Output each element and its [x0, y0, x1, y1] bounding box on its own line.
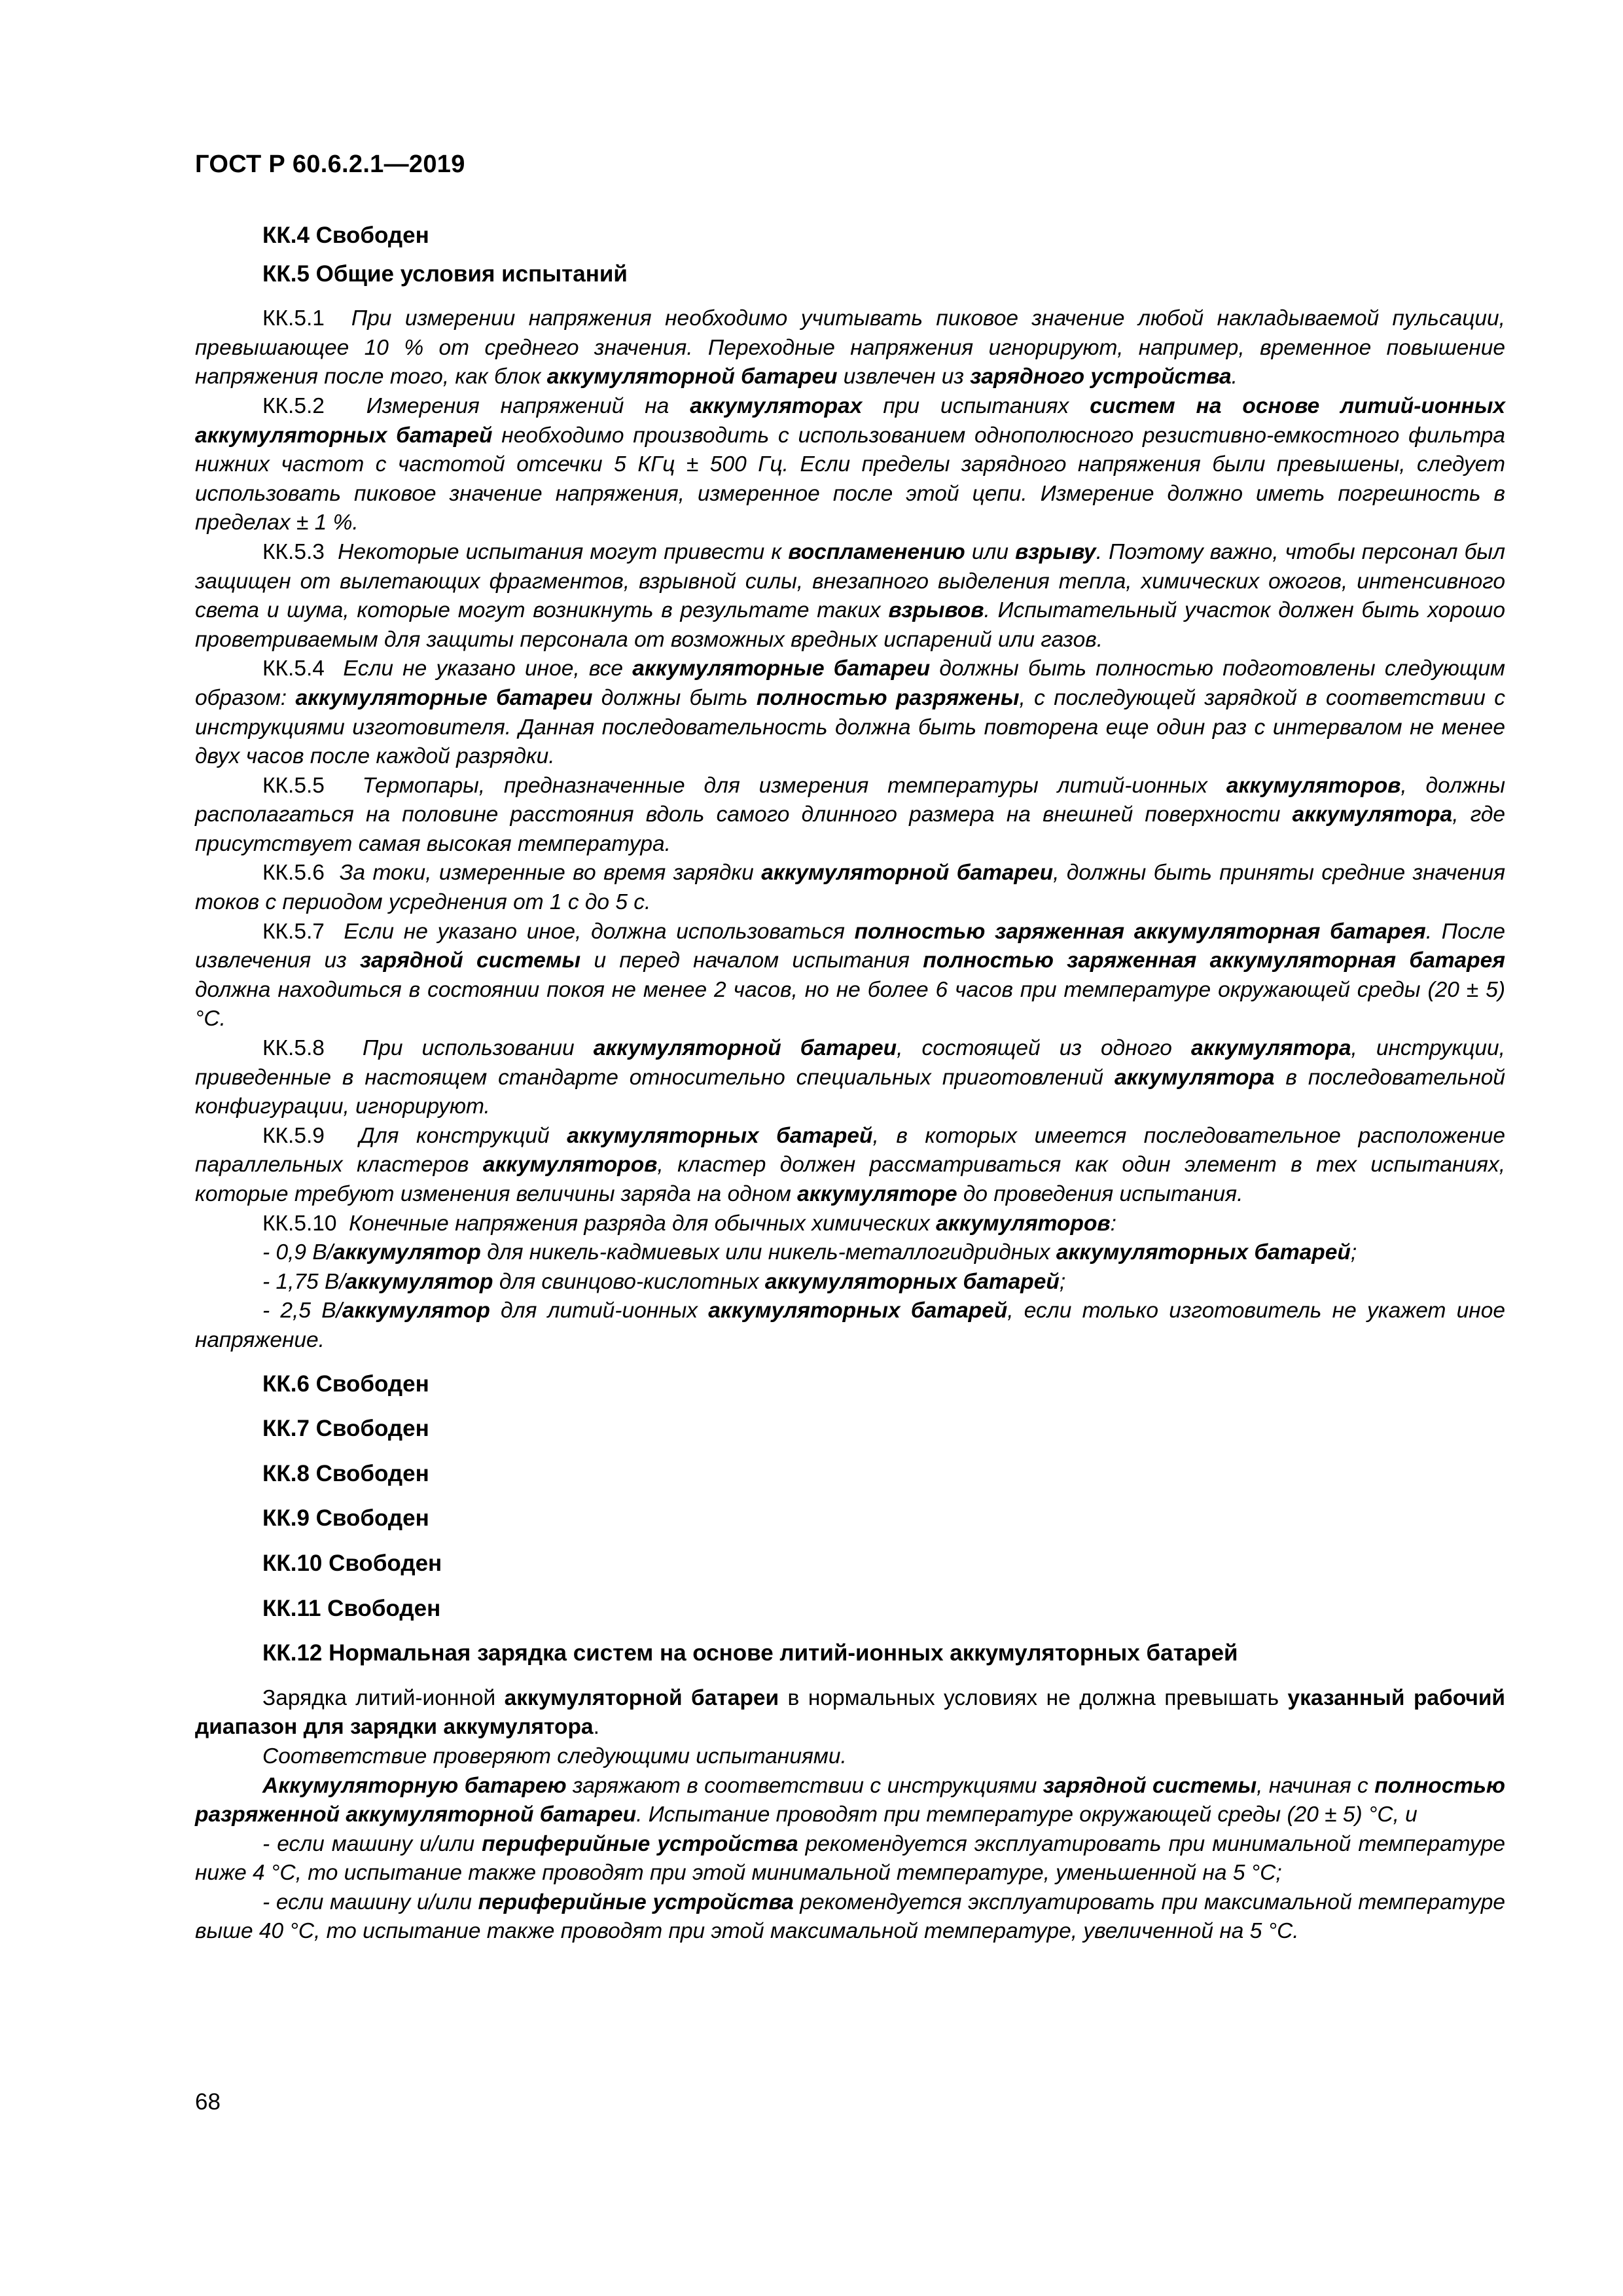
text: для свинцово-кислотных — [493, 1269, 765, 1294]
text: Конечные напряжения разряда для обычных химических — [349, 1211, 936, 1236]
term: аккумуляторные батареи — [632, 656, 931, 681]
heading-kk8: КК.8 Свободен — [262, 1460, 429, 1486]
clause-number: КК.5.8 — [262, 1036, 325, 1061]
term: периферийные устройства — [482, 1831, 798, 1856]
text: в последовательной конфигурации, игнорируют. — [195, 1065, 1505, 1119]
term: полностью заряженная аккумуляторная батарея — [923, 948, 1505, 973]
text: . Поэтому важно, чтобы персонал был защищен от вылетающих фрагментов, взрывной силы, внезапного выделения тепла, химических ожогов, интенсивного света и шума, которые могут возникнуть в результате таких — [195, 539, 1505, 623]
paragraph-kk5-7 — [195, 918, 1505, 1034]
paragraph-kk5-4 — [195, 655, 1505, 771]
text: - 2,5 В/ — [262, 1299, 342, 1323]
paragraph-kk5-1 — [195, 304, 1505, 392]
text: должны быть — [592, 685, 757, 710]
text: , кластер должен рассматриваться как один элемент в тех испытаниях, которые требуют изменения величины заряда на одном — [195, 1153, 1506, 1206]
term: аккумуляторной батареи — [546, 365, 838, 389]
term: взрывов — [888, 598, 984, 623]
paragraph-kk5-8 — [195, 1034, 1505, 1122]
heading-kk11: КК.11 Свободен — [262, 1595, 441, 1621]
heading-kk5: КК.5 Общие условия испытаний — [262, 260, 628, 287]
term: аккумуляторной батареи — [593, 1036, 897, 1061]
text: в нормальных условиях не должна превышать — [779, 1685, 1288, 1710]
term: систем на основе литий-ионных аккумуляторных батарей — [195, 393, 1505, 448]
list-item-voltage-lead-acid — [195, 1268, 1505, 1297]
text: , начиная с — [1257, 1773, 1375, 1798]
heading-kk10: КК.10 Свободен — [262, 1550, 442, 1576]
term: зарядного устройства — [970, 365, 1232, 389]
term: зарядной системы — [1043, 1773, 1257, 1798]
term: взрыву — [1015, 539, 1096, 564]
text: При использовании — [362, 1036, 594, 1061]
text: при испытаниях — [862, 393, 1090, 418]
text: При измерении напряжения необходимо учитывать пиковое значение любой накладываемой пульсации, превышающее 10 % от среднего значения. Переходные напряжения игнорируют, например, временное повышение напряжения после того, как блок — [195, 306, 1505, 389]
text: , инструкции, приведенные в настоящем стандарте относительно специальных приготовлений — [195, 1036, 1505, 1090]
paragraph-kk12-5 — [195, 1888, 1505, 1946]
term: воспламенению — [788, 539, 965, 564]
paragraph-kk12-1 — [195, 1684, 1505, 1742]
heading-kk12: КК.12 Нормальная зарядка систем на основе литий-ионных аккумуляторных батарей — [262, 1640, 1238, 1666]
term: Аккумуляторную батарею — [262, 1773, 567, 1798]
text: для никель-кадмиевых или никель-металлогидридных — [480, 1240, 1056, 1265]
term: аккумуляторных батарей — [1056, 1240, 1351, 1265]
paragraph-kk12-4 — [195, 1830, 1505, 1888]
document-body — [195, 221, 1505, 1946]
paragraph-kk5-2 — [195, 392, 1505, 538]
term: аккумуляторе — [797, 1182, 957, 1206]
term: указанный рабочий диапазон для зарядки аккумулятора — [195, 1685, 1506, 1740]
text: . — [1231, 365, 1238, 389]
text: : — [1110, 1211, 1116, 1236]
text: ; — [1059, 1269, 1066, 1294]
text: Термопары, предназначенные для измерения температуры литий-ионных — [362, 773, 1226, 798]
text: рекомендуется эксплуатировать при минимальной температуре ниже 4 °С, то испытание также проводят при этой минимальной температуре, уменьшенной на 5 °С; — [195, 1831, 1505, 1886]
clause-number: КК.5.9 — [262, 1123, 325, 1148]
text: Некоторые испытания могут привести к — [338, 539, 789, 564]
text: ; — [1350, 1240, 1357, 1265]
text: должны быть полностью подготовлены следующим образом: — [195, 656, 1505, 710]
text: извлечен из — [837, 365, 971, 389]
list-item-voltage-li-ion — [195, 1297, 1505, 1355]
text: Для конструкций — [359, 1123, 567, 1148]
clause-number: КК.5.10 — [262, 1211, 337, 1236]
clause-number: КК.5.1 — [262, 306, 325, 331]
text: Зарядка литий-ионной — [262, 1685, 505, 1710]
page-number: 68 — [195, 2089, 221, 2115]
text: , с последующей зарядкой в соответствии с инструкциями изготовителя. Данная последовательность должна быть повторена еще один раз с интервалом не менее двух часов после каждой разрядки. — [195, 685, 1505, 769]
text: , где присутствует самая высокая температура. — [195, 802, 1505, 856]
text: Соответствие проверяют следующими испытаниями. — [262, 1744, 847, 1768]
term: аккумулятора — [1292, 802, 1453, 827]
clause-number: КК.5.4 — [262, 656, 325, 681]
term: периферийные устройства — [478, 1890, 794, 1914]
heading-kk9: КК.9 Свободен — [262, 1505, 429, 1532]
text: . — [593, 1715, 599, 1740]
paragraph-kk5-9 — [195, 1122, 1505, 1210]
term: аккумуляторов — [936, 1211, 1111, 1236]
term: аккумулятора — [1114, 1065, 1275, 1090]
text: для литий-ионных — [490, 1299, 709, 1323]
paragraph-kk5-6 — [195, 859, 1505, 917]
paragraph-kk5-5 — [195, 772, 1505, 859]
term: аккумуляторных батарей — [764, 1269, 1060, 1294]
text: и перед началом испытания — [580, 948, 923, 973]
paragraph-kk12-2 — [195, 1742, 1505, 1772]
text: , должны быть приняты средние значения токов с периодом усреднения от 1 с до 5 с. — [195, 861, 1505, 915]
text: . Испытание проводят при температуре окружающей среды (20 ± 5) °С, и — [636, 1803, 1418, 1827]
text: или — [965, 539, 1016, 564]
term: аккумулятор — [342, 1299, 490, 1323]
text: Если не указано иное, все — [343, 656, 633, 681]
text: Если не указано иное, должна использоваться — [344, 919, 855, 944]
text: Измерения напряжений на — [366, 393, 690, 418]
clause-number: КК.5.5 — [262, 773, 325, 798]
term: аккумуляторов — [482, 1153, 658, 1177]
term: полностью разряженной аккумуляторной батареи — [195, 1773, 1505, 1827]
term: полностью разряжены — [756, 685, 1020, 710]
term: аккумуляторных батарей — [708, 1299, 1008, 1323]
heading-kk4: КК.4 Свободен — [262, 223, 429, 248]
text: , в которых имеется последовательное расположение параллельных кластеров — [195, 1123, 1505, 1177]
term: аккумулятора — [1190, 1036, 1351, 1061]
clause-number: КК.5.2 — [262, 393, 325, 418]
term: аккумуляторов — [1226, 773, 1401, 798]
term: аккумулятор — [345, 1269, 493, 1294]
term: аккумуляторной батареи — [761, 861, 1054, 886]
text: заряжают в соответствии с инструкциями — [566, 1773, 1043, 1798]
text: необходимо производить с использованием однополюсного резистивно-емкостного фильтра нижних частот с частотой отсечки 5 КГц ± 500 Гц. Если пределы зарядного напряжения были превышены, следует использовать пиковое значение напряжения, измеренное после этой цепи. Измерение должно иметь погрешность в пределах ± 1 %. — [195, 423, 1505, 535]
term: аккумуляторной батареи — [504, 1685, 779, 1710]
text: - 0,9 В/ — [262, 1240, 333, 1265]
term: зарядной системы — [359, 948, 581, 973]
text: должна находиться в состоянии покоя не менее 2 часов, но не более 6 часов при температуре окружающей среды (20 ± 5) °С. — [195, 977, 1505, 1031]
term: аккумулятор — [333, 1240, 481, 1265]
text: . После извлечения из — [195, 919, 1505, 973]
term: аккумуляторах — [690, 393, 863, 418]
paragraph-kk12-3 — [195, 1772, 1505, 1830]
text: - 1,75 В/ — [262, 1269, 346, 1294]
text: - если машину и/или — [262, 1831, 482, 1856]
heading-kk6: КК.6 Свободен — [262, 1371, 429, 1397]
text: до проведения испытания. — [957, 1182, 1243, 1206]
term: аккумуляторные батареи — [295, 685, 593, 710]
text: За токи, измеренные во время зарядки — [339, 861, 762, 886]
heading-kk7: КК.7 Свободен — [262, 1416, 429, 1442]
paragraph-kk5-10 — [195, 1210, 1505, 1239]
clause-number: КК.5.6 — [262, 861, 325, 886]
term: полностью заряженная аккумуляторная батарея — [854, 919, 1426, 944]
text: , состоящей из одного — [897, 1036, 1191, 1061]
term: аккумуляторных батарей — [567, 1123, 873, 1148]
paragraph-kk5-3 — [195, 538, 1505, 655]
document-header: ГОСТ Р 60.6.2.1—2019 — [195, 151, 465, 178]
clause-number: КК.5.3 — [262, 539, 325, 564]
text: , если только изготовитель не укажет иное напряжение. — [195, 1299, 1506, 1352]
text: . Испытательный участок должен быть хорошо проветриваемым для защиты персонала от возможных вредных испарений или газов. — [195, 598, 1505, 652]
text: - если машину и/или — [262, 1890, 478, 1914]
clause-number: КК.5.7 — [262, 919, 325, 944]
list-item-voltage-nicd — [195, 1238, 1505, 1268]
text: , должны располагаться на половине расстояния вдоль самого длинного размера на внешней поверхности — [195, 773, 1505, 827]
text: рекомендуется эксплуатировать при максимальной температуре выше 40 °С, то испытание также проводят при этой максимальной температуре, увеличенной на 5 °С. — [195, 1890, 1505, 1944]
